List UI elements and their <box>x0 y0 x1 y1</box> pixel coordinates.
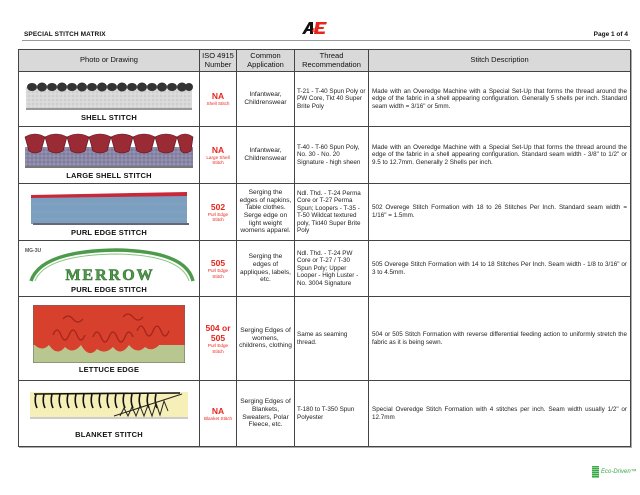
stitch-description: Made with an Overedge Machine with a Special Set-Up that forms the thread around the edge of the fabric in a shell appearing configuration. Generally 5 shells per inch. Standard seam width = 3/16" or 5mm. <box>369 72 631 127</box>
blanket-stitch-drawing <box>30 390 188 420</box>
purl-edge-stitch-photo <box>29 190 189 226</box>
table-row <box>19 381 631 447</box>
iso-number: 504 or 505 <box>205 323 231 344</box>
common-application: Serging Edges of womens, childrens, clothing <box>237 297 295 381</box>
col-header-iso: ISO 4915 Number <box>200 50 237 72</box>
ae-logo-icon <box>300 21 330 35</box>
iso-subtitle: Purl Edge Stitch <box>207 268 229 279</box>
iso-number: 502 <box>210 201 226 212</box>
shell-stitch-photo <box>24 79 194 111</box>
iso-subtitle: Blanket Stitch <box>203 415 233 421</box>
svg-text:&: & <box>312 28 316 34</box>
document-title: SPECIAL STITCH MATRIX <box>24 31 106 38</box>
svg-text:MG-3U: MG-3U <box>25 248 42 254</box>
table-header-row <box>19 50 631 72</box>
table-row <box>19 241 631 297</box>
iso-number: NA <box>211 91 225 102</box>
stitch-name: LARGE SHELL STITCH <box>66 170 152 180</box>
col-header-thread: Thread Recommendation <box>295 50 369 72</box>
thread-recommendation: Same as seaming thread. <box>295 297 369 381</box>
table-row <box>19 184 631 241</box>
header-divider <box>22 40 630 41</box>
stitch-description: Special Overedge Stitch Formation with 4 stitches per inch. Seam width usually 1/2" or 12.7mm <box>369 381 631 447</box>
stitch-name: BLANKET STITCH <box>75 430 143 439</box>
page-indicator: Page 1 of 4 <box>593 31 628 38</box>
stitch-matrix-table <box>18 49 631 447</box>
iso-subtitle: Purl Edge Stitch <box>207 211 229 222</box>
stitch-name: PURL EDGE STITCH <box>71 227 147 237</box>
stitch-name: SHELL STITCH <box>80 112 137 122</box>
common-application: Serging the edges of appliques, labels, etc. <box>237 241 295 297</box>
iso-subtitle: Shell Stitch <box>206 101 230 107</box>
table-row <box>19 72 631 127</box>
col-header-photo: Photo or Drawing <box>19 50 200 72</box>
common-application: Serging the edges of napkins, Table clothes. Serge edge on light weight womens apparel. <box>237 184 295 241</box>
iso-subtitle: Large Shell Stitch <box>206 154 230 165</box>
eco-driven-logo <box>592 466 637 478</box>
large-shell-stitch-photo <box>23 133 195 169</box>
lettuce-edge-photo <box>33 305 185 363</box>
iso-subtitle: Purl Edge Stitch <box>207 343 229 354</box>
thread-recommendation: T-40 - T-60 Spun Poly, No. 30 - No. 20 Signature - high sheen <box>295 127 369 184</box>
stitch-name: LETTUCE EDGE <box>78 365 140 374</box>
thread-recommendation: T-180 to T-350 Spun Polyester <box>295 381 369 447</box>
merrow-embroidery-photo <box>21 245 199 283</box>
stitch-description: 504 or 505 Stitch Formation with reverse differential feeding action to uniformly stretch the fabric as it is being sewn. <box>369 297 631 381</box>
table-row <box>19 297 631 381</box>
stitch-name: PURL EDGE STITCH <box>71 285 147 294</box>
stitch-description: 505 Overege Stitch Formation with 14 to 18 Stitches Per Inch. Seam width - 1/8 to 3/16" or 3 to 4.5mm. <box>369 241 631 297</box>
iso-number: NA <box>211 405 225 416</box>
thread-recommendation: Ndl. Thd. - T-24 Perma Core or T-27 Perma Spun; Loopers - T-35 - T-50 Wildcat textured poly, Tkt40 Super Brite Poly <box>295 184 369 241</box>
stitch-description: Made with an Overedge Machine with a Special Set-Up that forms the thread around the edge of the fabric in a shell appearing configuration. Standard seam width - 3/8" to 1/2" or 9.5 to 12.7mm. Generally 2 Shells per inch. <box>369 127 631 184</box>
stitch-description: 502 Overege Stitch Formation with 18 to 26 Stitches Per Inch. Standard seam width = 1/16" = 1.5mm. <box>369 184 631 241</box>
svg-text:MERROW: MERROW <box>65 267 155 283</box>
thread-recommendation: T-21 - T-40 Spun Poly or PW Core, Tkt 40 Super Brite Poly <box>295 72 369 127</box>
iso-number: 505 <box>210 258 226 269</box>
thread-recommendation: Ndl. Thd. - T-24 PW Core or T-27 / T-30 Spun Poly; Upper Looper - High Luster - No. 3004 Signature <box>295 241 369 297</box>
common-application: Serging Edges of Blankets, Sweaters, Polar Fleece, etc. <box>237 381 295 447</box>
eco-driven-text: Eco-Driven™ <box>601 469 637 475</box>
common-application: Infantwear, Childrenswear <box>237 72 295 127</box>
col-header-description: Stitch Description <box>369 50 631 72</box>
iso-number: NA <box>211 144 225 155</box>
common-application: Infantwear, Childrenswear <box>237 127 295 184</box>
table-row <box>19 127 631 184</box>
eco-spool-icon <box>592 466 599 478</box>
col-header-application: Common Application <box>237 50 295 72</box>
